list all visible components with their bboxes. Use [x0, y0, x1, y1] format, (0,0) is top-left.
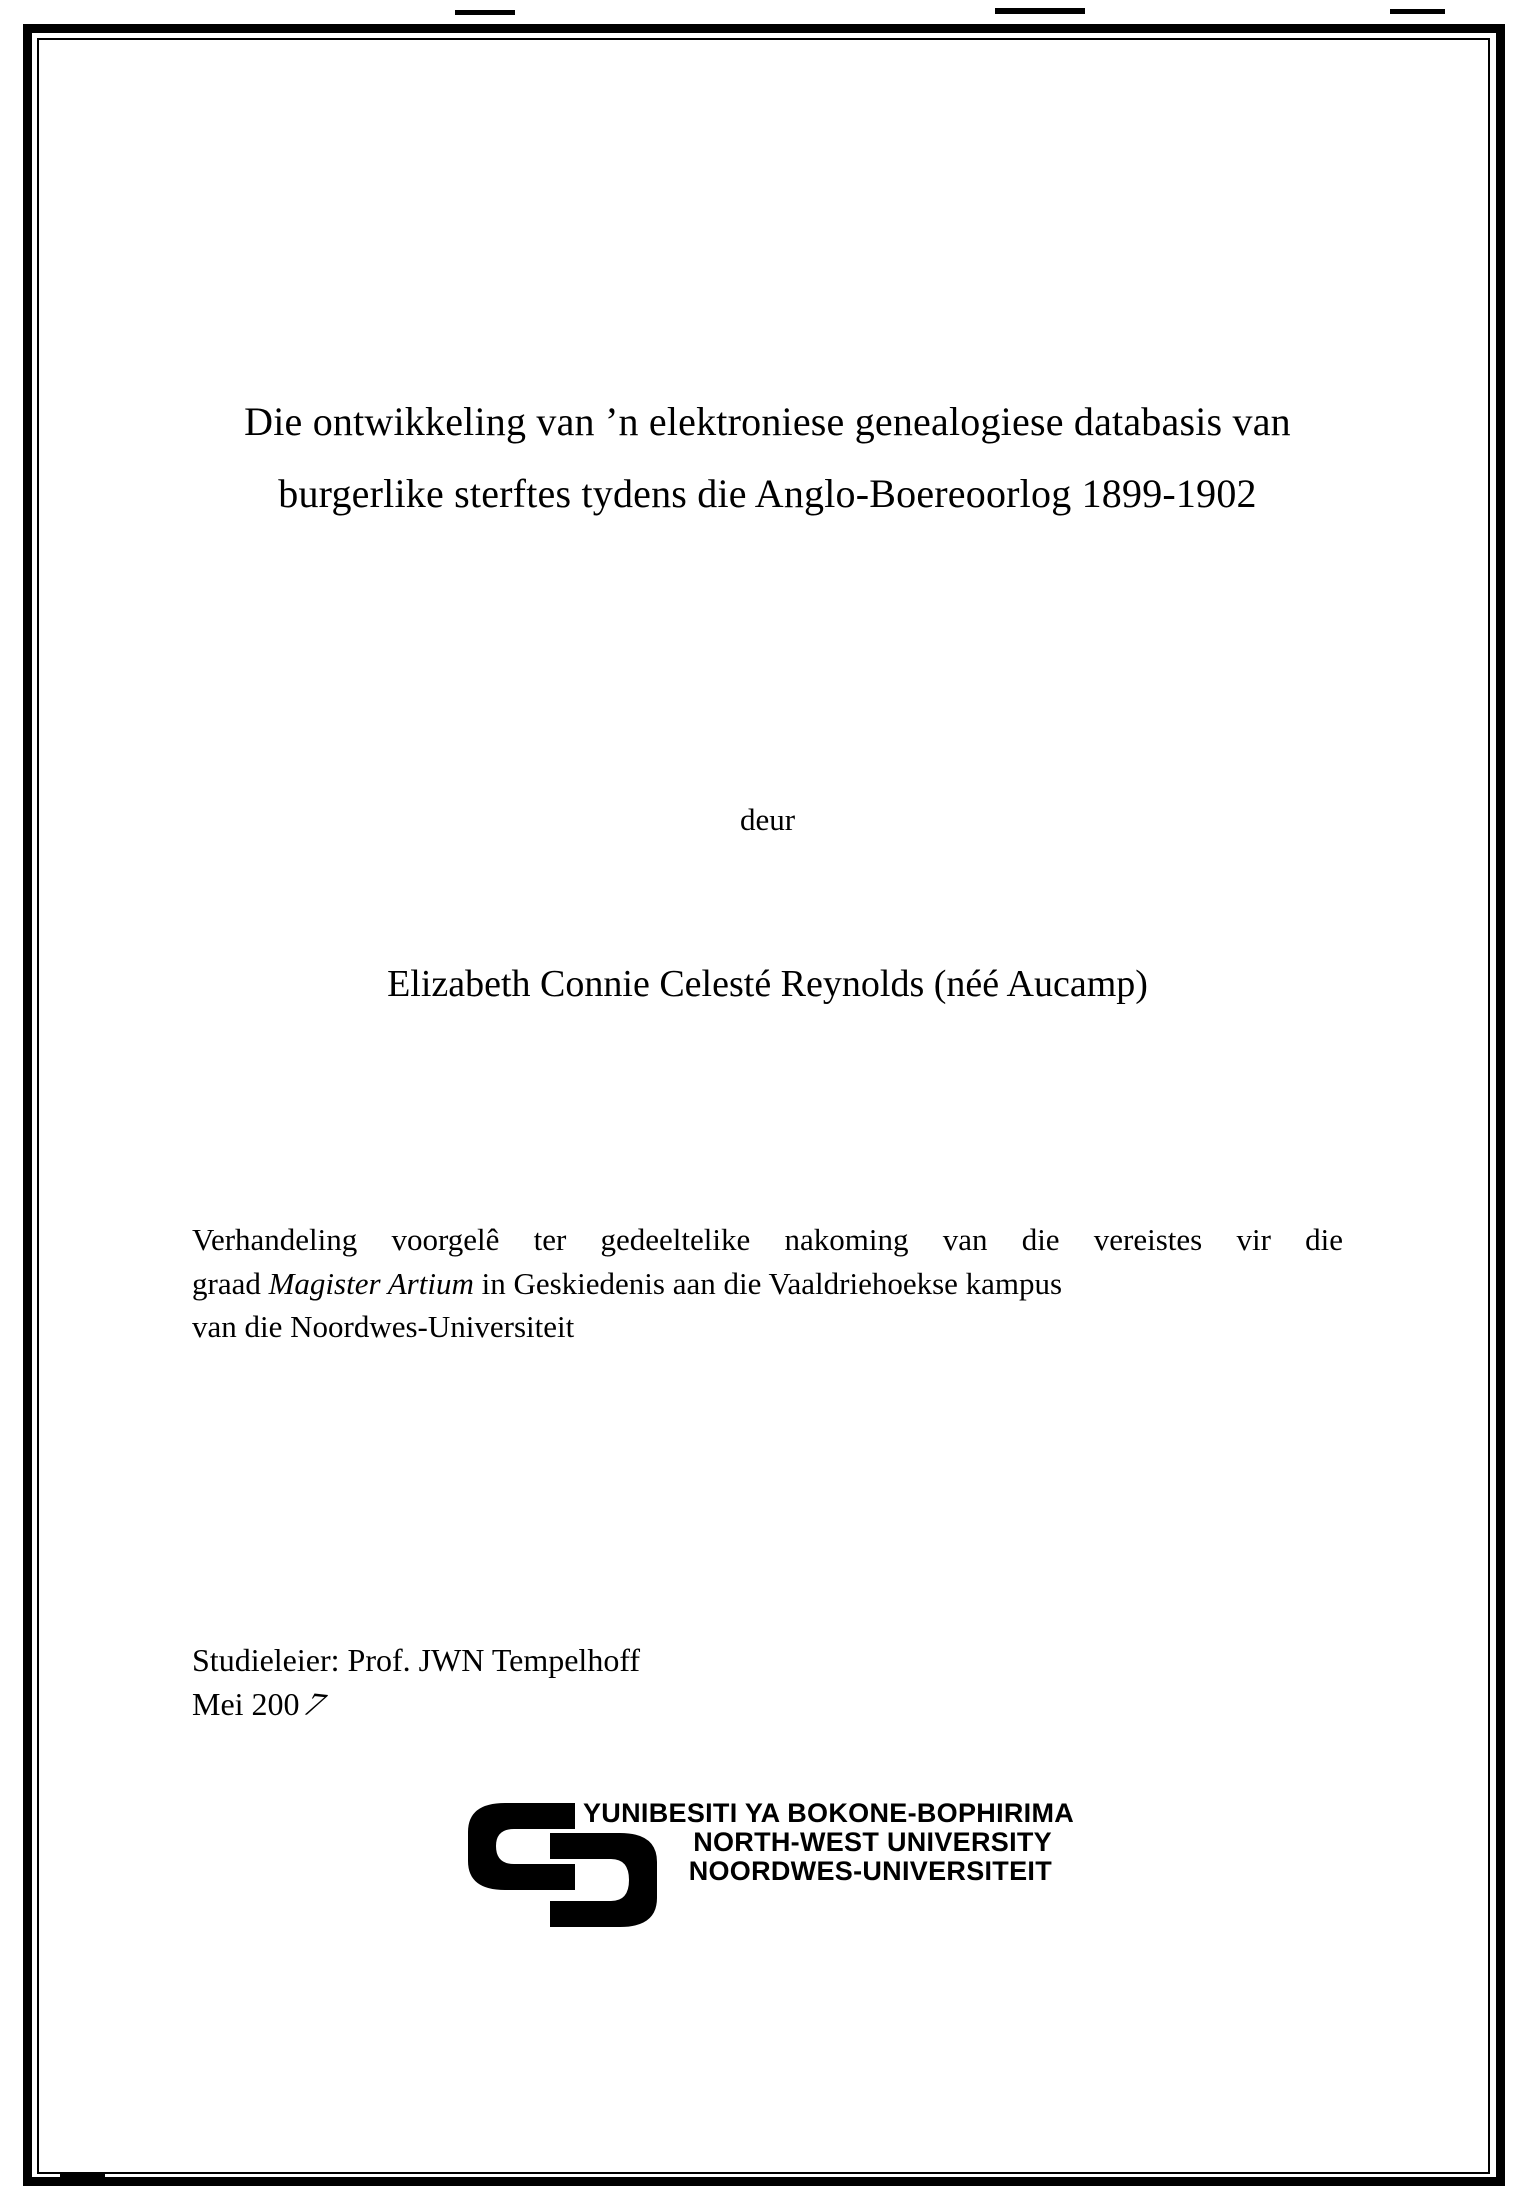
degree-statement-line1: Verhandeling voorgelê ter gedeeltelike nakoming van die vereistes vir die: [192, 1222, 1343, 1257]
supervisor-block: [192, 1638, 1343, 1726]
scan-artifact: [1390, 9, 1445, 14]
degree-name: Magister Artium: [268, 1265, 474, 1301]
nwu-logo-wordmark: [583, 1798, 1075, 1886]
thesis-title: [192, 386, 1343, 530]
supervisor-line: Studieleier: Prof. JWN Tempelhoff: [192, 1642, 641, 1678]
degree-statement: [192, 1218, 1343, 1349]
degree-statement-line2: [192, 1262, 1343, 1306]
logo-line-afrikaans: NOORDWES-UNIVERSITEIT: [688, 1856, 1052, 1886]
thesis-title-line2: burgerlike sterftes tydens die Anglo-Boereoorlog 1899-1902: [278, 471, 1257, 516]
logo-line-setswana: YUNIBESITI YA BOKONE-BOPHIRIMA: [583, 1798, 1075, 1828]
scan-artifact: [995, 8, 1085, 14]
date-last-digit: 7: [296, 1685, 333, 1723]
date-line: [192, 1682, 1343, 1726]
logo-line-english: NORTH-WEST UNIVERSITY: [693, 1827, 1052, 1857]
thesis-title-line1: Die ontwikkeling van ’n elektroniese genealogiese databasis van: [244, 399, 1291, 444]
degree-statement-line2-suffix: in Geskiedenis aan die Vaaldriehoekse kampus: [473, 1265, 1063, 1301]
date-prefix: Mei 200: [192, 1686, 300, 1722]
author-name: Elizabeth Connie Celesté Reynolds (néé Aucamp): [387, 963, 1148, 1005]
degree-statement-line2-prefix: graad: [192, 1265, 269, 1301]
degree-statement-line3: van die Noordwes-Universiteit: [192, 1309, 575, 1344]
scan-artifact: [455, 10, 515, 15]
byline: deur: [739, 802, 796, 837]
scan-artifact: [60, 2174, 105, 2179]
